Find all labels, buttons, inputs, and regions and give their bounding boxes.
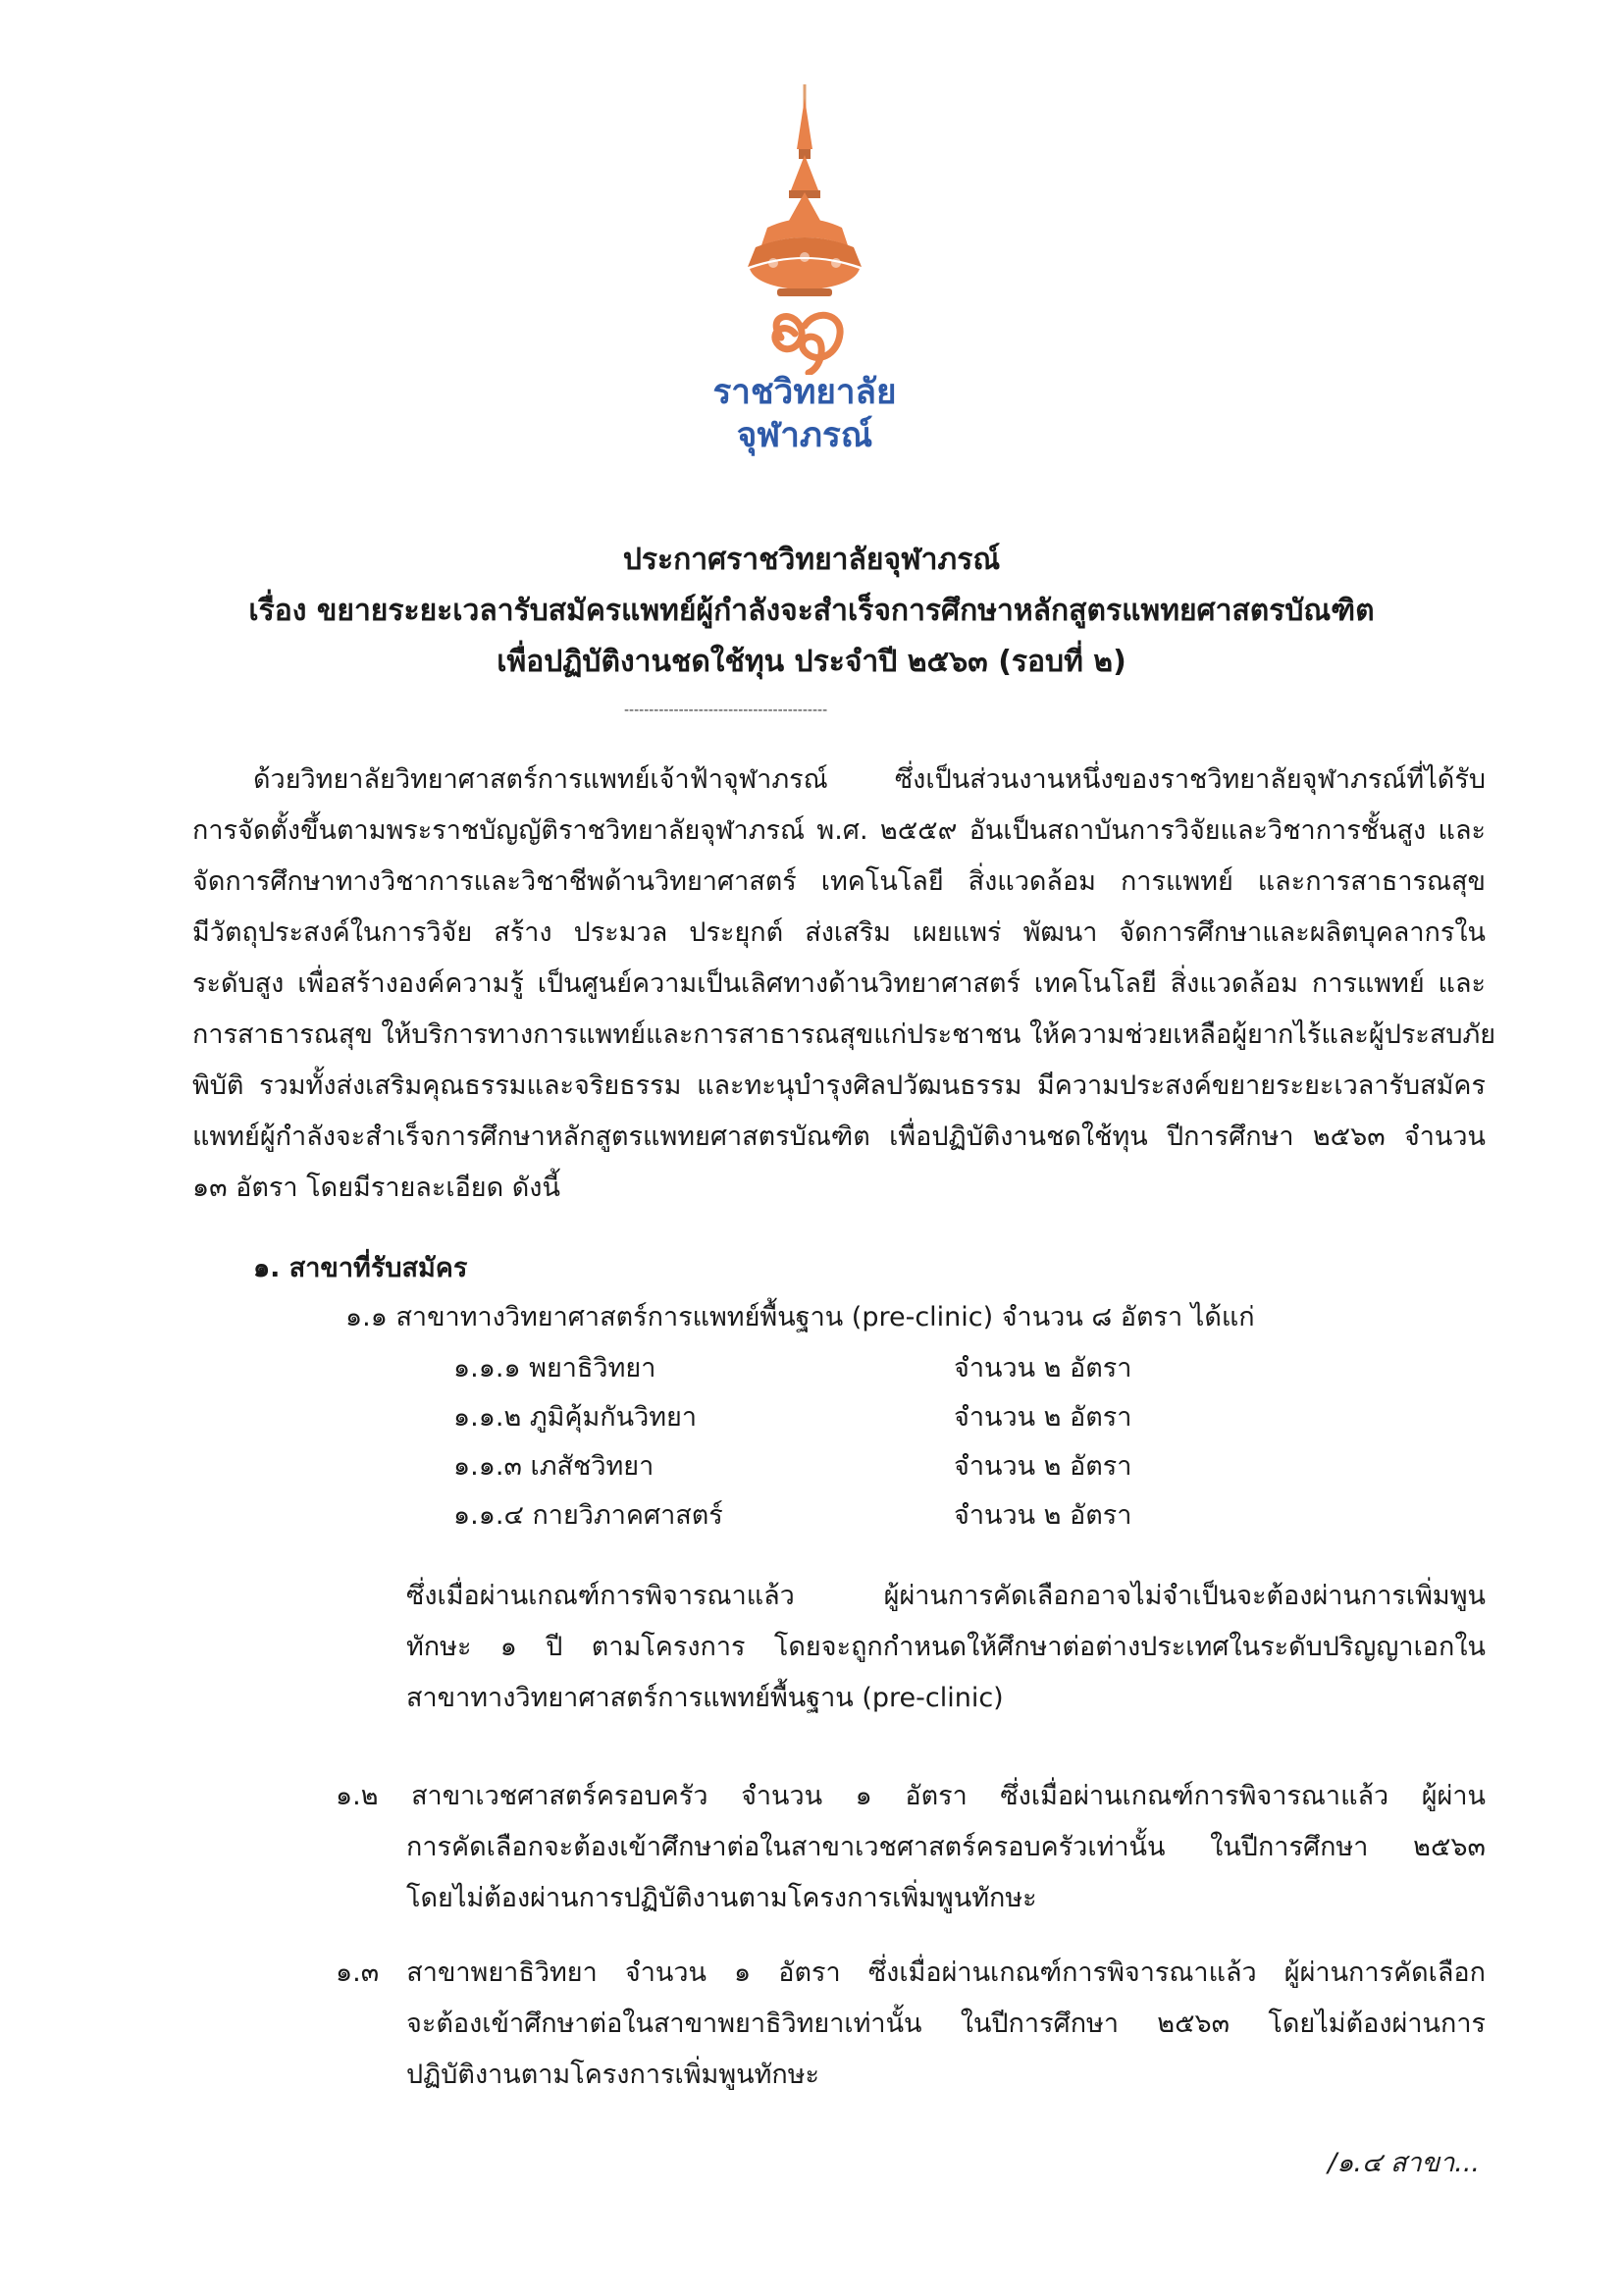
list-item-name: ๑.๑.๒ ภูมิคุ้มกันวิทยา <box>453 1402 698 1433</box>
subsection-line: จะต้องเข้าศึกษาต่อในสาขาพยาธิวิทยาเท่านั้น ในปีการศึกษา ๒๕๖๓ โดยไม่ต้องผ่านการ <box>406 2009 1486 2039</box>
page-continuation: /๑.๔ สาขา... <box>1328 2148 1480 2178</box>
subsection-line: การคัดเลือกจะต้องเข้าศึกษาต่อในสาขาเวชศาสตร์ครอบครัวเท่านั้น ในปีการศึกษา ๒๕๖๓ <box>406 1832 1486 1862</box>
intro-line: ๑๓ อัตรา โดยมีรายละเอียด ดังนี้ <box>192 1173 560 1203</box>
intro-line: จัดการศึกษาทางวิชาการและวิชาชีพด้านวิทยาศาสตร์ เทคโนโลยี สิ่งแวดล้อม การแพทย์ และการสาธารณสุข <box>192 866 1486 897</box>
list-item-name: ๑.๑.๔ กายวิภาคศาสตร์ <box>453 1500 723 1531</box>
intro-line: พิบัติ รวมทั้งส่งเสริมคุณธรรมและจริยธรรม และทะนุบำรุงศิลปวัฒนธรรม มีความประสงค์ขยายระยะเวลารับสมัคร <box>192 1070 1486 1101</box>
list-item-count: จำนวน ๒ อัตรา <box>954 1451 1132 1482</box>
institution-name-line1: ราชวิทยาลัย <box>712 373 897 412</box>
intro-line: ระดับสูง เพื่อสร้างองค์ความรู้ เป็นศูนย์ความเป็นเลิศทางด้านวิทยาศาสตร์ เทคโนโลยี สิ่งแวดล้อม การแพทย์ และ <box>192 968 1486 999</box>
note-line: สาขาทางวิทยาศาสตร์การแพทย์พื้นฐาน (pre-clinic) <box>406 1683 1004 1713</box>
subsection-line: ๑.๓ สาขาพยาธิวิทยา จำนวน ๑ อัตรา ซึ่งเมื่อผ่านเกณฑ์การพิจารณาแล้ว ผู้ผ่านการคัดเลือก <box>336 1957 1486 1988</box>
note-line: ซึ่งเมื่อผ่านเกณฑ์การพิจารณาแล้ว ผู้ผ่านการคัดเลือกอาจไม่จำเป็นจะต้องผ่านการเพิ่มพูน <box>406 1581 1486 1611</box>
institution-name-line2: จุฬาภรณ์ <box>736 416 873 455</box>
subsection-line: ปฏิบัติงานตามโครงการเพิ่มพูนทักษะ <box>406 2060 820 2090</box>
announcement-title: ประกาศราชวิทยาลัยจุฬาภรณ์ <box>622 543 1001 577</box>
list-item-name: ๑.๑.๑ พยาธิวิทยา <box>453 1353 656 1383</box>
subsection-line: ๑.๒ สาขาเวชศาสตร์ครอบครัว จำนวน ๑ อัตรา ซึ่งเมื่อผ่านเกณฑ์การพิจารณาแล้ว ผู้ผ่าน <box>336 1781 1486 1811</box>
list-item-count: จำนวน ๒ อัตรา <box>954 1353 1132 1383</box>
announcement-subject: เรื่อง ขยายระยะเวลารับสมัครแพทย์ผู้กำลังจะสำเร็จการศึกษาหลักสูตรแพทยศาสตรบัณฑิต <box>248 594 1375 628</box>
intro-line: แพทย์ผู้กำลังจะสำเร็จการศึกษาหลักสูตรแพทยศาสตรบัณฑิต เพื่อปฏิบัติงานชดใช้ทุน ปีการศึกษา ๒๕๖๓ จำนวน <box>192 1122 1486 1152</box>
heading-divider: ----------------------------------------- <box>624 703 828 718</box>
list-item-count: จำนวน ๒ อัตรา <box>954 1402 1132 1433</box>
crown-emblem-icon <box>687 80 922 375</box>
list-item-count: จำนวน ๒ อัตรา <box>954 1500 1132 1531</box>
intro-line: การสาธารณสุข ให้บริการทางการแพทย์และการสาธารณสุขแก่ประชาชน ให้ความช่วยเหลือผู้ยากไร้และผู้ประสบภัย <box>192 1019 1496 1050</box>
intro-line: การจัดตั้งขึ้นตามพระราชบัญญัติราชวิทยาลัยจุฬาภรณ์ พ.ศ. ๒๕๕๙ อันเป็นสถาบันการวิจัยและวิชาการชั้นสูง และ <box>192 815 1486 846</box>
intro-line: มีวัตถุประสงค์ในการวิจัย สร้าง ประมวล ประยุกต์ ส่งเสริม เผยแพร่ พัฒนา จัดการศึกษาและผลิตบุคลากรใน <box>192 917 1486 948</box>
list-item-name: ๑.๑.๓ เภสัชวิทยา <box>453 1451 654 1482</box>
note-line: ทักษะ ๑ ปี ตามโครงการ โดยจะถูกกำหนดให้ศึกษาต่อต่างประเทศในระดับปริญญาเอกใน <box>406 1632 1486 1662</box>
institution-logo <box>687 80 922 375</box>
section-title: ๑. สาขาที่รับสมัคร <box>253 1253 468 1283</box>
subsection-title: ๑.๑ สาขาทางวิทยาศาสตร์การแพทย์พื้นฐาน (pre-clinic) จำนวน ๘ อัตรา ได้แก่ <box>345 1302 1255 1332</box>
announcement-subject-line2: เพื่อปฏิบัติงานชดใช้ทุน ประจำปี ๒๕๖๓ (รอบที่ ๒) <box>497 645 1126 679</box>
intro-line: ด้วยวิทยาลัยวิทยาศาสตร์การแพทย์เจ้าฟ้าจุฬาภรณ์ ซึ่งเป็นส่วนงานหนึ่งของราชวิทยาลัยจุฬาภรณ์ที่ได้รับ <box>253 764 1486 795</box>
subsection-line: โดยไม่ต้องผ่านการปฏิบัติงานตามโครงการเพิ่มพูนทักษะ <box>406 1883 1037 1913</box>
